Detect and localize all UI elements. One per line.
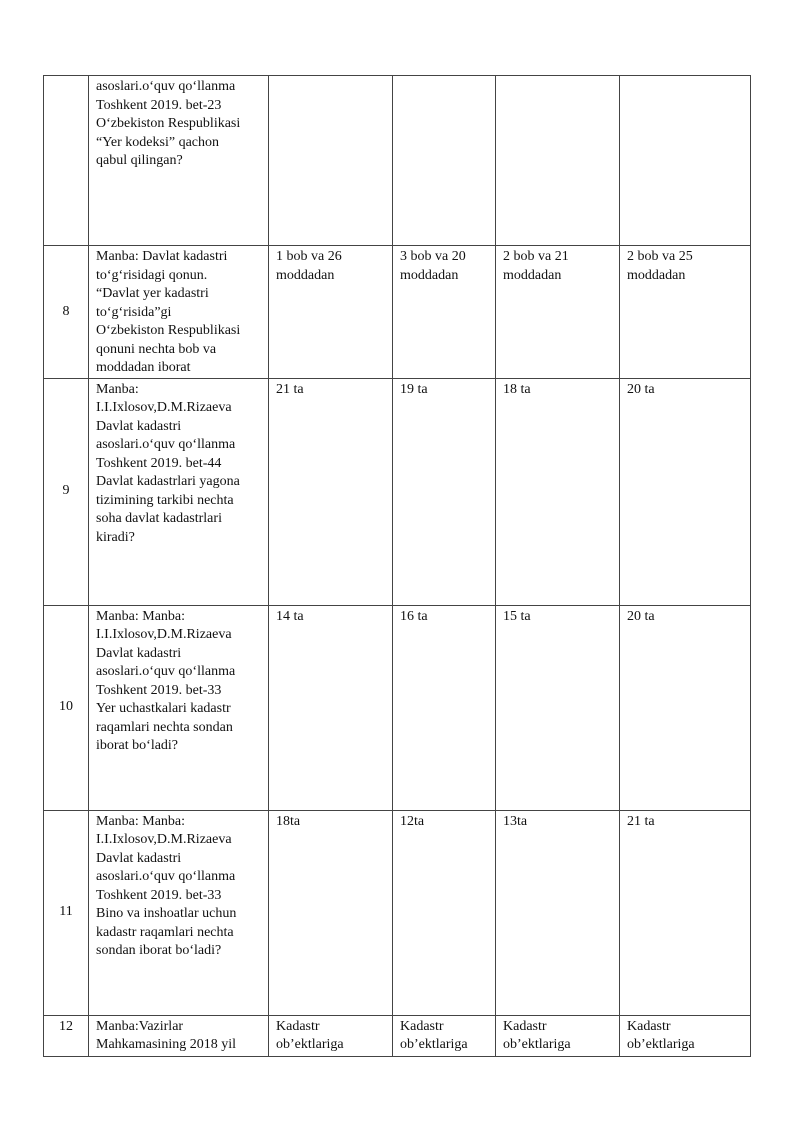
answer-option-d: Kadastr ob’ektlariga bbox=[620, 1015, 751, 1056]
answer-option-c: 13ta bbox=[496, 810, 620, 1015]
question-number: 11 bbox=[44, 810, 89, 1015]
answer-option-a: 1 bob va 26 moddadan bbox=[269, 246, 393, 379]
answer-option-b: 19 ta bbox=[393, 378, 496, 605]
table-row bbox=[44, 76, 751, 246]
answer-option-a bbox=[269, 76, 393, 246]
answer-option-c bbox=[496, 76, 620, 246]
answer-option-c: Kadastr ob’ektlariga bbox=[496, 1015, 620, 1056]
answer-option-d: 20 ta bbox=[620, 378, 751, 605]
answer-option-b: 16 ta bbox=[393, 605, 496, 810]
question-text: Manba: Manba: I.I.Ixlosov,D.M.Rizaeva Davlat kadastri asoslari.o‘quv qo‘llanma Toshkent 2019. bet-33 Bino va inshoatlar uchun kadastr raqamlari nechta sondan iborat bo‘ladi? bbox=[89, 810, 269, 1015]
question-text: Manba:Vazirlar Mahkamasining 2018 yil bbox=[89, 1015, 269, 1056]
table-row bbox=[44, 246, 751, 379]
question-number: 8 bbox=[44, 246, 89, 379]
answer-option-a: 14 ta bbox=[269, 605, 393, 810]
answer-option-d: 21 ta bbox=[620, 810, 751, 1015]
answer-option-b: 12ta bbox=[393, 810, 496, 1015]
answer-option-d: 2 bob va 25 moddadan bbox=[620, 246, 751, 379]
question-number: 12 bbox=[44, 1015, 89, 1056]
quiz-table bbox=[43, 75, 751, 1057]
answer-option-b: 3 bob va 20 moddadan bbox=[393, 246, 496, 379]
table-row bbox=[44, 378, 751, 605]
table-row bbox=[44, 605, 751, 810]
table-row bbox=[44, 1015, 751, 1056]
answer-option-a: 18ta bbox=[269, 810, 393, 1015]
answer-option-b: Kadastr ob’ektlariga bbox=[393, 1015, 496, 1056]
answer-option-c: 2 bob va 21 moddadan bbox=[496, 246, 620, 379]
question-text: asoslari.o‘quv qo‘llanma Toshkent 2019. bet-23 O‘zbekiston Respublikasi “Yer kodeksi” qachon qabul qilingan? bbox=[89, 76, 269, 246]
answer-option-d bbox=[620, 76, 751, 246]
question-number bbox=[44, 76, 89, 246]
question-text: Manba: Davlat kadastri to‘g‘risidagi qonun. “Davlat yer kadastri to‘g‘risida”gi O‘zbekiston Respublikasi qonuni nechta bob va moddadan iborat bbox=[89, 246, 269, 379]
question-number: 9 bbox=[44, 378, 89, 605]
question-text: Manba: Manba: I.I.Ixlosov,D.M.Rizaeva Davlat kadastri asoslari.o‘quv qo‘llanma Toshkent 2019. bet-33 Yer uchastkalari kadastr raqamlari nechta sondan iborat bo‘ladi? bbox=[89, 605, 269, 810]
answer-option-a: 21 ta bbox=[269, 378, 393, 605]
table-row bbox=[44, 810, 751, 1015]
answer-option-c: 15 ta bbox=[496, 605, 620, 810]
answer-option-b bbox=[393, 76, 496, 246]
question-text: Manba: I.I.Ixlosov,D.M.Rizaeva Davlat kadastri asoslari.o‘quv qo‘llanma Toshkent 2019. bet-44 Davlat kadastrlari yagona tizimining tarkibi nechta soha davlat kadastrlari kiradi? bbox=[89, 378, 269, 605]
answer-option-a: Kadastr ob’ektlariga bbox=[269, 1015, 393, 1056]
answer-option-d: 20 ta bbox=[620, 605, 751, 810]
question-number: 10 bbox=[44, 605, 89, 810]
answer-option-c: 18 ta bbox=[496, 378, 620, 605]
